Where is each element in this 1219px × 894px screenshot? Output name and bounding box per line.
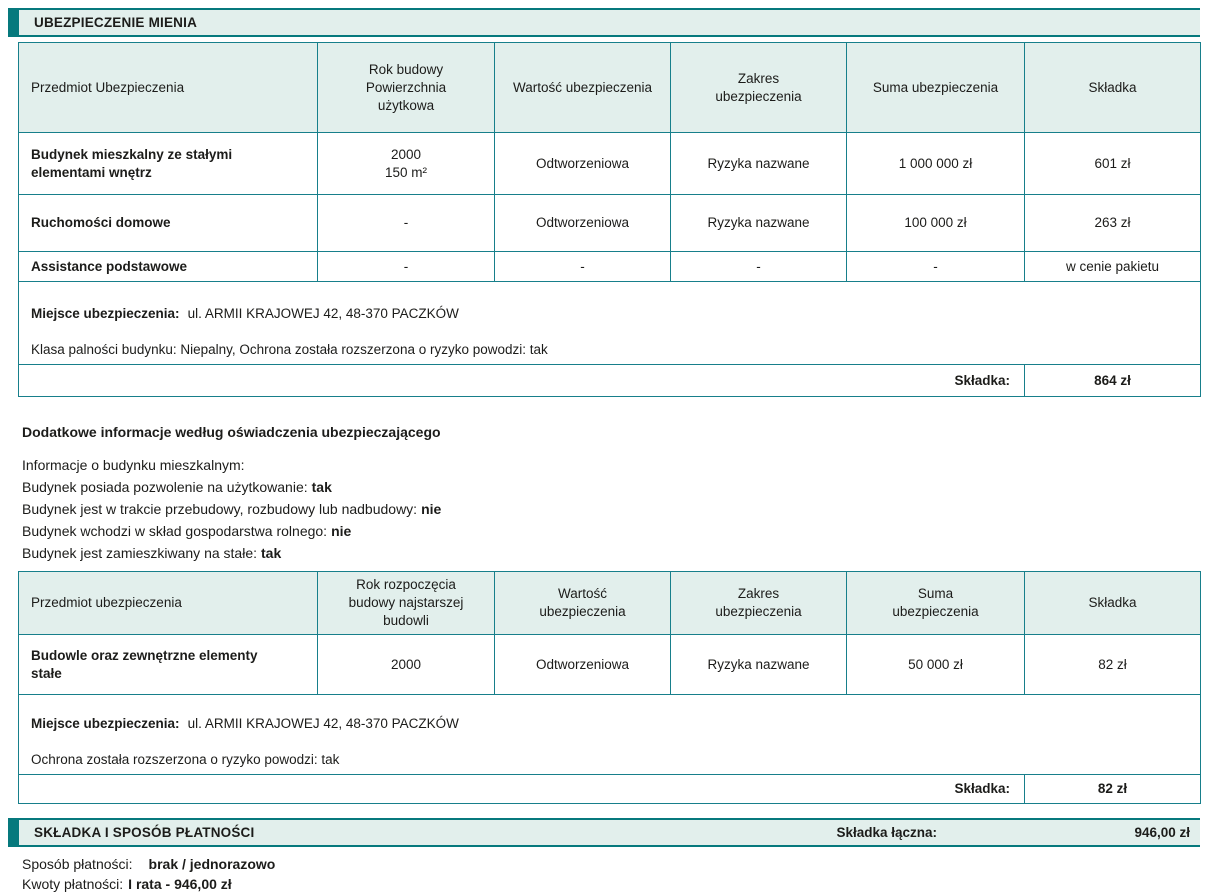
cell-sum: 1 000 000 zł xyxy=(847,133,1025,195)
location-row xyxy=(19,695,1201,775)
property-section-title: UBEZPIECZENIE MIENIA xyxy=(34,15,198,30)
header-zakres: Zakres ubezpieczenia xyxy=(671,43,847,133)
cell-value-type: Odtworzeniowa xyxy=(495,195,671,252)
cell-sum: 100 000 zł xyxy=(847,195,1025,252)
table-row xyxy=(19,195,1201,252)
declaration-section xyxy=(22,424,1219,564)
header-skladka: Składka xyxy=(1025,43,1201,133)
header-suma: Suma ubezpieczenia xyxy=(847,43,1025,133)
header-suma: Suma ubezpieczenia xyxy=(847,572,1025,635)
declaration-title: Dodatkowe informacje według oświadczenia ubezpieczającego xyxy=(22,424,441,440)
cell-sum: - xyxy=(847,252,1025,282)
cell-subject: Budynek mieszkalny ze stałymi elementami wnętrz xyxy=(19,133,318,195)
cell-year: 2000 xyxy=(318,635,495,695)
declaration-value: tak xyxy=(311,479,332,495)
insurance-location-cell xyxy=(19,695,1201,775)
header-skladka: Składka xyxy=(1025,572,1201,635)
premium-summary-label: Składka: xyxy=(19,775,1025,804)
declaration-text: Informacje o budynku mieszkalnym: xyxy=(22,457,245,473)
payment-method-value: brak / jednorazowo xyxy=(148,856,276,872)
cell-scope: - xyxy=(671,252,847,282)
payment-section-bar xyxy=(8,818,1200,847)
payment-amounts-value: I rata - 946,00 zł xyxy=(128,876,232,892)
property-section-bar xyxy=(8,8,1200,37)
cell-year-area: - xyxy=(318,252,495,282)
table-header-row xyxy=(19,43,1201,133)
section-accent-block xyxy=(8,10,19,35)
location-address: ul. ARMII KRAJOWEJ 42, 48-370 PACZKÓW xyxy=(187,306,459,321)
cell-premium: 82 zł xyxy=(1025,635,1201,695)
header-przedmiot: Przedmiot ubezpieczenia xyxy=(19,572,318,635)
cell-premium: w cenie pakietu xyxy=(1025,252,1201,282)
cell-subject: Assistance podstawowe xyxy=(19,252,318,282)
premium-summary-value: 864 zł xyxy=(1025,365,1201,397)
location-label: Miejsce ubezpieczenia: xyxy=(31,716,180,731)
header-wartosc: Wartość ubezpieczenia xyxy=(495,43,671,133)
cell-year-area: - xyxy=(318,195,495,252)
header-zakres: Zakres ubezpieczenia xyxy=(671,572,847,635)
header-przedmiot: Przedmiot Ubezpieczenia xyxy=(19,43,318,133)
location-details: Klasa palności budynku: Niepalny, Ochrona została rozszerzona o ryzyko powodzi: tak xyxy=(31,342,548,357)
premium-summary-value: 82 zł xyxy=(1025,775,1201,804)
table-header-row xyxy=(19,572,1201,635)
header-rok-rozpoczecia: Rok rozpoczęcia budowy najstarszej budowli xyxy=(318,572,495,635)
premium-summary-label: Składka: xyxy=(19,365,1025,397)
total-premium-label: Składka łączna: xyxy=(836,825,937,840)
total-premium-value: 946,00 zł xyxy=(1134,825,1190,840)
cell-sum: 50 000 zł xyxy=(847,635,1025,695)
cell-value-type: Odtworzeniowa xyxy=(495,635,671,695)
payment-method-label: Sposób płatności: xyxy=(22,856,133,872)
location-details: Ochrona została rozszerzona o ryzyko powodzi: tak xyxy=(31,752,340,767)
declaration-line xyxy=(22,476,1219,498)
cell-scope: Ryzyka nazwane xyxy=(671,635,847,695)
declaration-line xyxy=(22,542,1219,564)
payment-section-title: SKŁADKA I SPOSÓB PŁATNOŚCI xyxy=(34,825,255,840)
section-accent-block xyxy=(8,820,19,845)
cell-scope: Ryzyka nazwane xyxy=(671,195,847,252)
premium-summary-row xyxy=(19,365,1201,397)
table-row xyxy=(19,133,1201,195)
property-insurance-table xyxy=(18,42,1201,397)
payment-amounts-line xyxy=(22,874,1219,894)
cell-subject: Ruchomości domowe xyxy=(19,195,318,252)
cell-value-type: Odtworzeniowa xyxy=(495,133,671,195)
location-label: Miejsce ubezpieczenia: xyxy=(31,306,180,321)
declaration-text: Budynek wchodzi w skład gospodarstwa rolnego: xyxy=(22,523,328,539)
premium-summary-row xyxy=(19,775,1201,804)
payment-details xyxy=(22,854,1219,894)
header-wartosc: Wartość ubezpieczenia xyxy=(495,572,671,635)
declaration-value: nie xyxy=(421,501,442,517)
declaration-text: Budynek posiada pozwolenie na użytkowanie: xyxy=(22,479,308,495)
table-row xyxy=(19,635,1201,695)
location-address: ul. ARMII KRAJOWEJ 42, 48-370 PACZKÓW xyxy=(187,716,459,731)
structures-insurance-table xyxy=(18,571,1201,804)
payment-method-line xyxy=(22,854,1219,874)
insurance-location-cell xyxy=(19,282,1201,365)
declaration-line xyxy=(22,454,1219,476)
cell-value-type: - xyxy=(495,252,671,282)
header-rok-budowy: Rok budowy Powierzchnia użytkowa xyxy=(318,43,495,133)
table-row xyxy=(19,252,1201,282)
declaration-value: nie xyxy=(331,523,352,539)
cell-premium: 601 zł xyxy=(1025,133,1201,195)
declaration-text: Budynek jest w trakcie przebudowy, rozbudowy lub nadbudowy: xyxy=(22,501,418,517)
cell-subject: Budowle oraz zewnętrzne elementy stałe xyxy=(19,635,318,695)
cell-premium: 263 zł xyxy=(1025,195,1201,252)
location-row xyxy=(19,282,1201,365)
declaration-line xyxy=(22,520,1219,542)
declaration-text: Budynek jest zamieszkiwany na stałe: xyxy=(22,545,257,561)
declaration-line xyxy=(22,498,1219,520)
payment-amounts-label: Kwoty płatności: xyxy=(22,876,124,892)
cell-scope: Ryzyka nazwane xyxy=(671,133,847,195)
cell-year-area: 2000 150 m² xyxy=(318,133,495,195)
declaration-value: tak xyxy=(261,545,282,561)
